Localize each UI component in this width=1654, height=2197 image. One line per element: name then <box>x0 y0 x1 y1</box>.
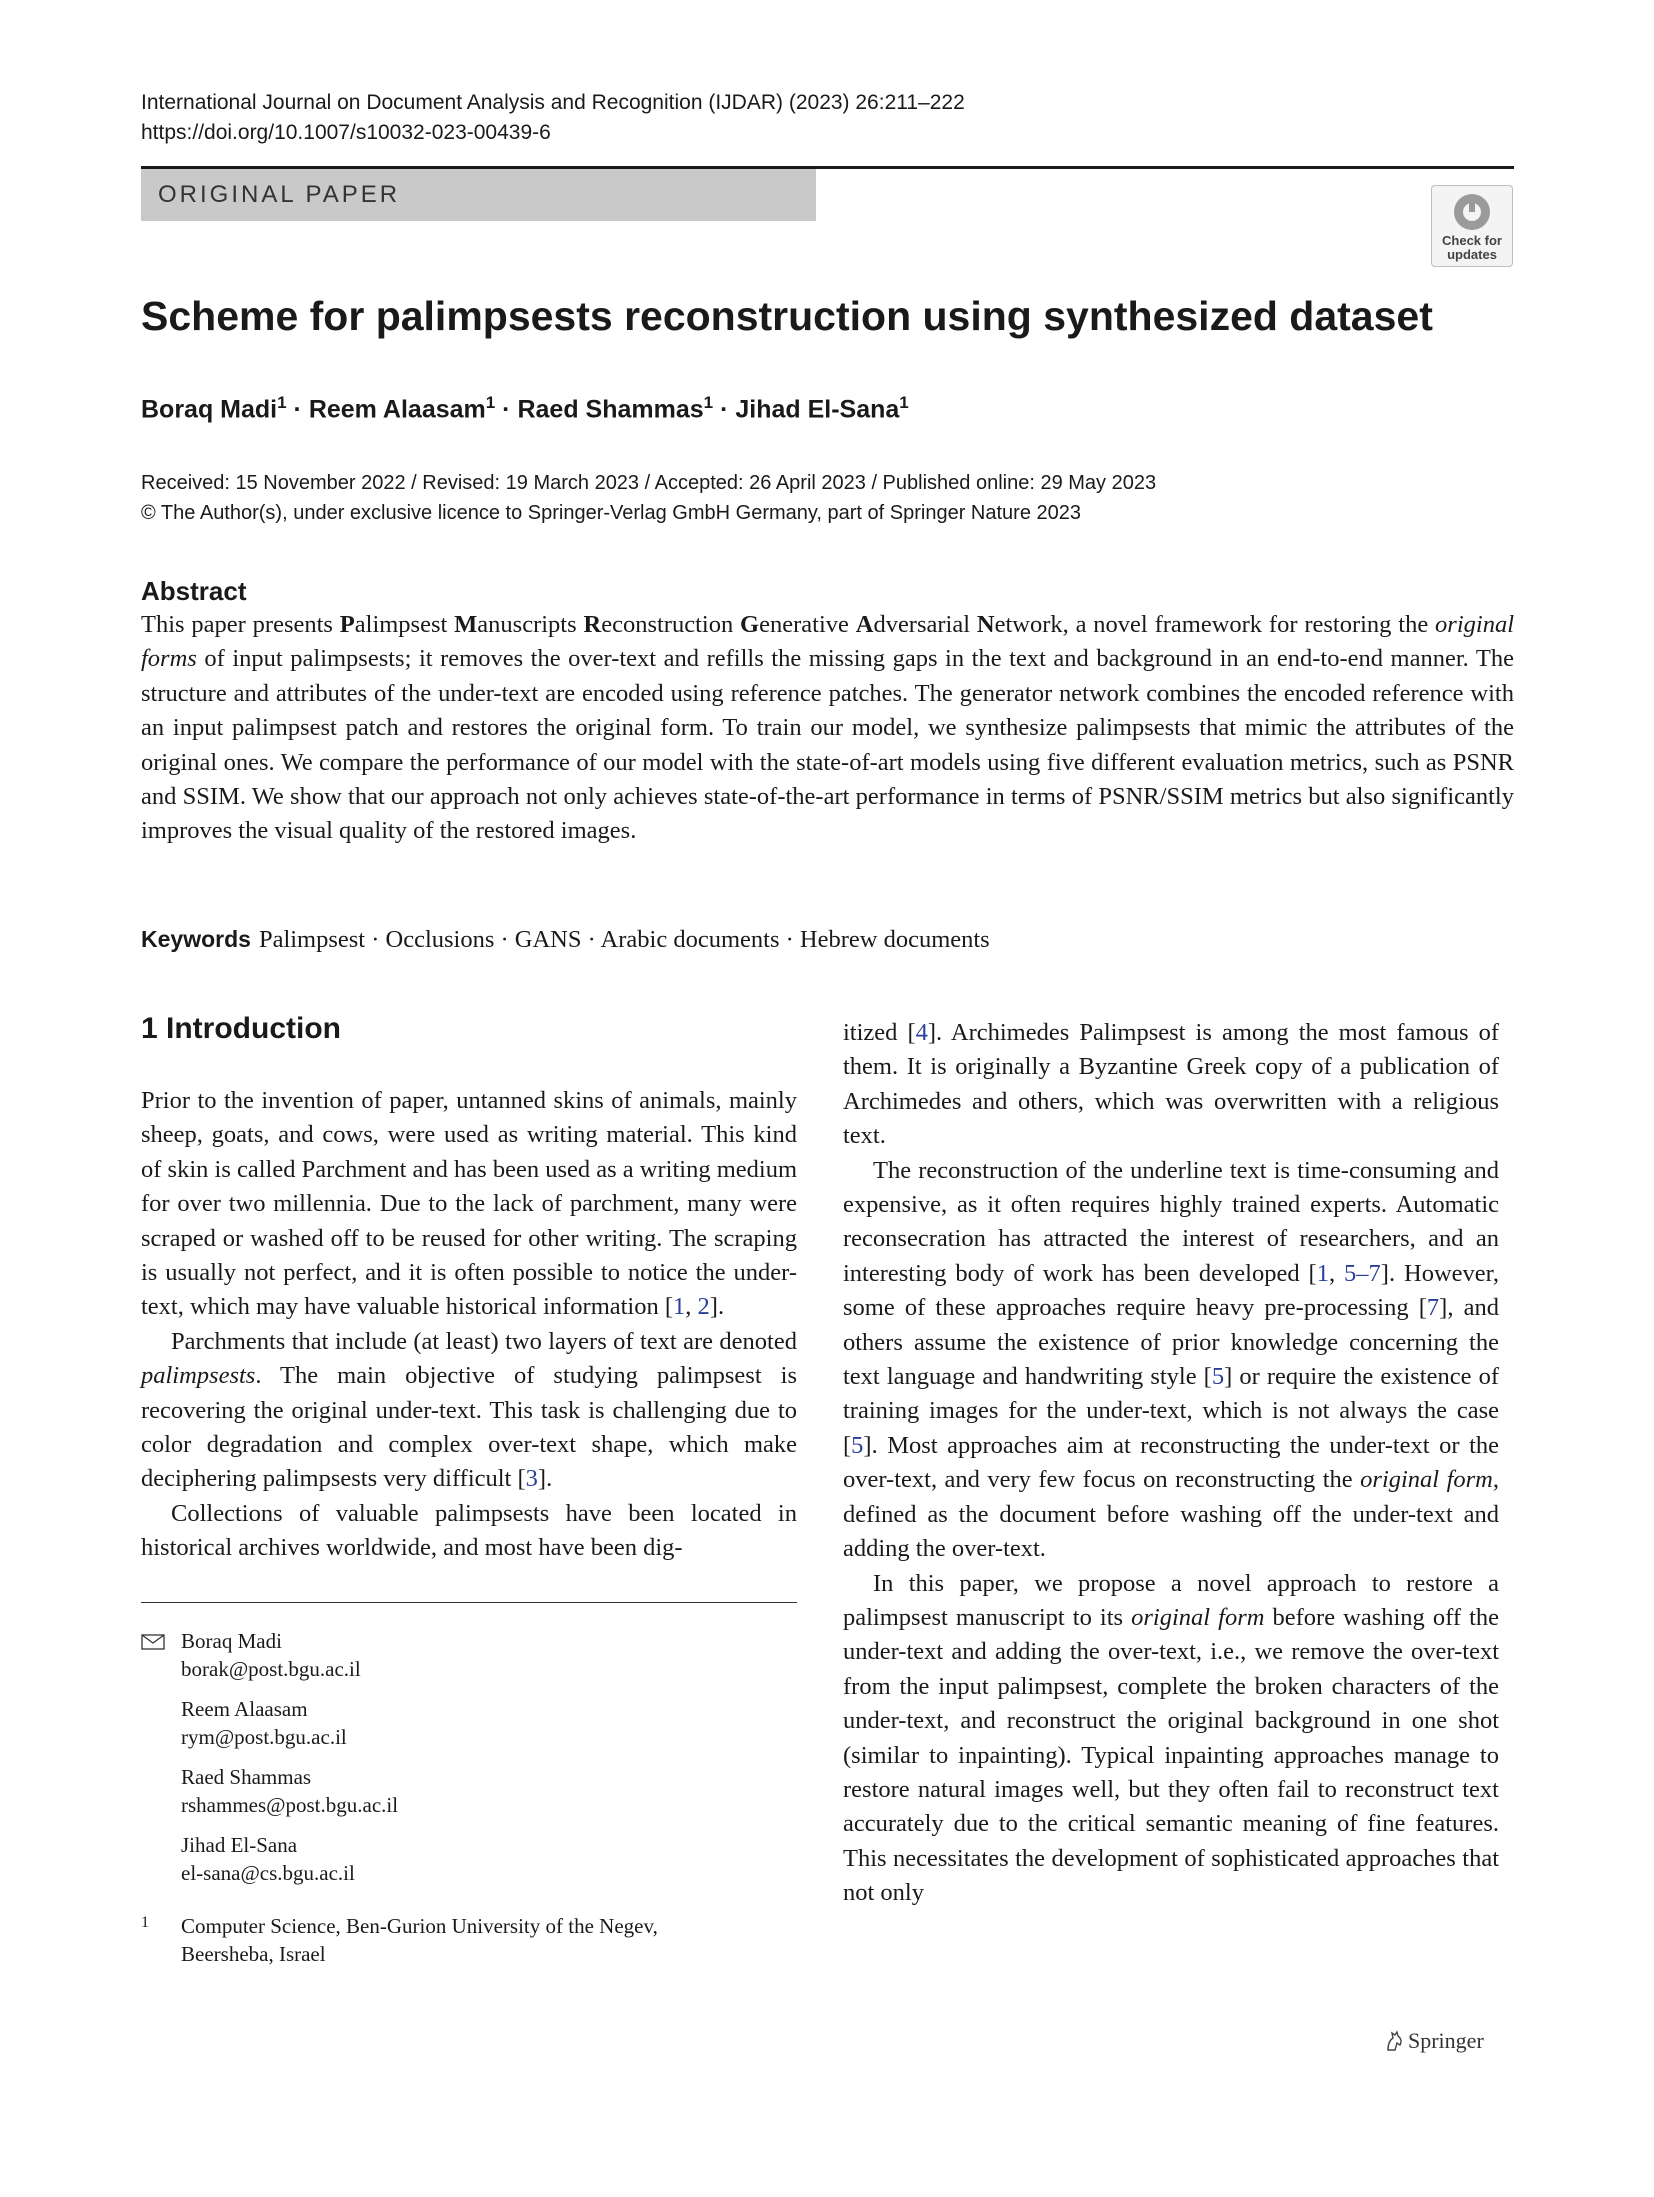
contact-email[interactable]: borak@post.bgu.ac.il <box>181 1656 361 1681</box>
author-affiliation-mark: 1 <box>277 393 287 412</box>
text-run: . The main objective of studying palimpsest is recovering the original under-text. This task is challenging due to color degradation and complex over-text shape, which make deciphering palimpsests very difficult [ <box>141 1362 797 1493</box>
text-run: anuscripts <box>477 611 584 638</box>
citation-link[interactable]: 2 <box>697 1293 710 1321</box>
publisher-footer <box>1384 2026 1484 2056</box>
author-name[interactable]: Raed Shammas <box>517 395 704 424</box>
text-run: ] or require the existence of training images for the under-text, which is not always the case [ <box>843 1363 1499 1459</box>
citation-link[interactable]: 5 <box>1211 1363 1225 1391</box>
citation-link[interactable]: 5 <box>851 1431 864 1459</box>
paragraph <box>141 1084 797 1325</box>
text-run: ]. <box>709 1293 725 1321</box>
check-updates-icon <box>1454 194 1490 230</box>
text-run: dversarial <box>873 611 977 638</box>
author-affiliation-mark: 1 <box>899 393 909 412</box>
author-list <box>141 386 909 426</box>
citation-link[interactable]: 4 <box>915 1019 928 1046</box>
text-run: alimpsest <box>354 611 455 638</box>
citation-link[interactable]: 3 <box>525 1465 538 1493</box>
text-run: enerative <box>759 611 856 638</box>
author-contact <box>141 1628 797 1683</box>
contact-name: Raed Shammas <box>181 1765 312 1789</box>
author-contact <box>141 1764 797 1819</box>
paper-title: Scheme for palimpsests reconstruction using synthesized dataset <box>141 293 1433 339</box>
article-type-label: ORIGINAL PAPER <box>158 181 401 208</box>
affiliation-number: 1 <box>141 1914 149 1931</box>
text-run: ], and others assume the existence of prior knowledge concerning the text language and handwriting style [ <box>843 1294 1499 1391</box>
citation-link[interactable]: 1 <box>1316 1259 1329 1287</box>
text-run: ]. <box>537 1465 553 1493</box>
author-separator: · <box>495 395 518 424</box>
contact-email[interactable]: rshammes@post.bgu.ac.il <box>181 1792 399 1817</box>
text-run: Collections of valuable palimpsests have been located in historical archives worldwide, and most have been dig- <box>141 1499 797 1562</box>
text-run: The reconstruction of the underline text is time-consuming and expensive, as it often requires highly trained experts. Automatic reconsecration has attracted the interest of researchers, and an interesting body of work has been developed [ <box>843 1156 1499 1287</box>
springer-horse-icon <box>1384 2030 1404 2052</box>
acronym-letter: P <box>339 611 355 638</box>
author-name[interactable]: Reem Alaasam <box>308 395 486 424</box>
keywords-line <box>141 922 990 957</box>
author-name[interactable]: Boraq Madi <box>141 395 278 424</box>
contact-name: Boraq Madi <box>181 1629 282 1653</box>
author-contacts <box>141 1628 797 1900</box>
check-updates-line1: Check for <box>1442 233 1502 248</box>
text-run: itized [ <box>843 1019 916 1046</box>
text-run: , defined as the document before washing off the under-text and adding the over-text. <box>843 1466 1499 1563</box>
citation-link[interactable]: 7 <box>1426 1294 1440 1322</box>
text-run: ]. Most approaches aim at reconstructing the under-text or the over-text, and very few focus on reconstructing the <box>843 1431 1499 1494</box>
acronym-letter: R <box>583 611 602 638</box>
citation-link[interactable]: 1 <box>673 1293 686 1321</box>
emphasis-text: original form <box>1131 1603 1265 1631</box>
text-run: of input palimpsests; it removes the over-text and refills the missing gaps in the text and background in an end-to-end manner. The structure and attributes of the under-text are encoded using reference patches. The generator network combines the encoded reference with an input palimpsest patch and restores the original form. To train our model, we synthesize palimpsests that mimic the attributes of the original ones. We compare the performance of our model with the state-of-art models using five different evaluation metrics, such as PSNR and SSIM. We show that our approach not only achieves state-of-the-art performance in terms of PSNR/SSIM metrics but also significantly improves the visual quality of the restored images. <box>141 645 1514 845</box>
author-name[interactable]: Jihad El-Sana <box>735 395 900 424</box>
acronym-letter: N <box>976 611 995 638</box>
paragraph <box>141 1497 797 1566</box>
keywords-label: Keywords <box>141 926 251 952</box>
affiliation-line1: Computer Science, Ben-Gurion University of the Negev, <box>181 1914 658 1938</box>
publisher-name: Springer <box>1408 2028 1484 2053</box>
text-run: Parchments that include (at least) two layers of text are denoted <box>171 1327 797 1355</box>
text-run: In this paper, we propose a novel approach to restore a palimpsest manuscript to its <box>843 1569 1499 1631</box>
footnote-rule <box>141 1602 797 1603</box>
article-type-badge <box>141 169 816 221</box>
author-contact <box>141 1696 797 1751</box>
keywords-list: Palimpsest · Occlusions · GANS · Arabic documents · Hebrew documents <box>258 926 990 953</box>
emphasis-text: original form <box>1360 1466 1493 1494</box>
affiliation-line2: Beersheba, Israel <box>181 1941 326 1966</box>
emphasis-text: original forms <box>141 611 1515 673</box>
emphasis-text: palimpsests <box>141 1362 256 1390</box>
author-contact <box>141 1832 797 1887</box>
check-updates-line2: updates <box>1447 247 1497 262</box>
envelope-icon <box>141 1634 165 1650</box>
paragraph <box>141 1325 797 1497</box>
section-heading-introduction: 1 Introduction <box>141 1012 341 1045</box>
right-column-text <box>843 1016 1499 1911</box>
text-run: ]. However, some of these approaches require heavy pre-processing [ <box>843 1259 1499 1322</box>
paragraph <box>843 1016 1499 1154</box>
text-run: This paper presents <box>141 611 340 638</box>
acronym-letter: M <box>454 611 478 638</box>
text-run: econstruction <box>601 611 741 638</box>
doi-link[interactable]: https://doi.org/10.1007/s10032-023-00439-6 <box>141 121 551 144</box>
paragraph <box>843 1154 1499 1567</box>
text-run: Prior to the invention of paper, untanned skins of animals, mainly sheep, goats, and cows, were used as writing material. This kind of skin is called Parchment and has been used as a writing medium for over two millennia. Due to the lack of parchment, many were scraped or washed off to be reused for other writing. The scraping is usually not perfect, and it is often possible to notice the under-text, which may have valuable historical information [ <box>141 1087 797 1321</box>
text-run: , <box>685 1293 698 1321</box>
history-dates: Received: 15 November 2022 / Revised: 19 March 2023 / Accepted: 26 April 2023 / Published online: 29 May 2023 <box>141 472 1157 494</box>
journal-citation: International Journal on Document Analysis and Recognition (IJDAR) (2023) 26:211–222 <box>141 91 965 114</box>
contact-name: Jihad El-Sana <box>181 1833 298 1857</box>
author-separator: · <box>286 395 309 424</box>
copyright-notice: © The Author(s), under exclusive licence to Springer-Verlag GmbH Germany, part of Springer Nature 2023 <box>141 502 1081 524</box>
text-run: before washing off the under-text and adding the over-text, i.e., we remove the over-text from the input palimpsest, complete the broken characters of the under-text, and reconstruct the original background in one shot (similar to inpainting). Typical inpainting approaches manage to restore natural images well, but they often fail to reconstruct text accurately due to the critical semantic meaning of fine features. This necessitates the development of sophisticated approaches that not only <box>843 1603 1499 1907</box>
text-run: , <box>1328 1259 1345 1287</box>
author-separator: · <box>713 395 736 424</box>
paragraph <box>843 1567 1499 1911</box>
author-affiliation-mark: 1 <box>703 393 714 412</box>
contact-email[interactable]: rym@post.bgu.ac.il <box>181 1724 347 1749</box>
abstract-heading: Abstract <box>141 576 247 606</box>
author-affiliation-mark: 1 <box>485 393 496 412</box>
text-run: etwork, a novel framework for restoring the <box>994 611 1436 638</box>
citation-link[interactable]: 5–7 <box>1344 1259 1381 1287</box>
contact-name: Reem Alaasam <box>181 1697 308 1721</box>
acronym-letter: G <box>740 611 760 638</box>
contact-email[interactable]: el-sana@cs.bgu.ac.il <box>181 1860 355 1885</box>
abstract-text <box>141 608 1514 849</box>
left-column-text <box>141 1084 797 1566</box>
check-updates-label <box>1432 234 1512 262</box>
check-for-updates-button[interactable] <box>1431 185 1513 267</box>
acronym-letter: A <box>855 611 874 638</box>
text-run: ]. Archimedes Palimpsest is among the most famous of them. It is originally a Byzantine Greek copy of a publication of Archimedes and others, which was overwritten with a religious text. <box>843 1019 1499 1150</box>
